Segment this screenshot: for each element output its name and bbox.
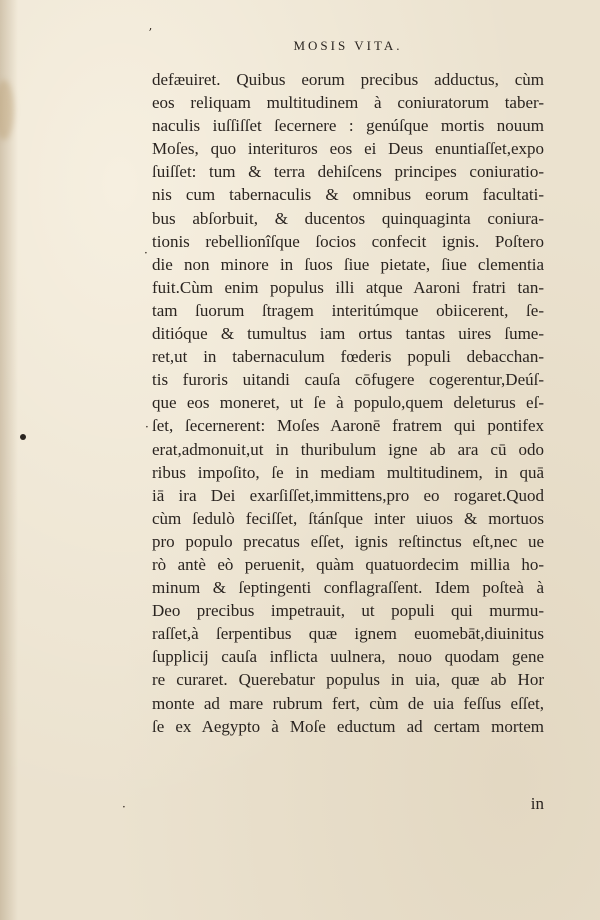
running-head: MOSIS VITA. — [293, 38, 403, 53]
text-line: rò antè eò peruenit, quàm quatuordecim millia ho- — [152, 554, 544, 574]
text-line: iā ira Dei exarſiſſet,immittens,pro eo rogaret.Quod — [152, 485, 544, 505]
text-line: tis furoris uitandi cauſa cōfugere cogerentur,Deúſ- — [152, 370, 544, 390]
text-line: Deo precibus impetrauit, ut populi qui murmu- — [152, 601, 544, 621]
margin-mark: · — [145, 420, 149, 434]
text-line: erat,admonuit,ut in thuribulum igne ab ara cū odo — [152, 439, 544, 459]
text-line: defæuiret. Quibus eorum precibus adductus, cùm — [152, 70, 544, 89]
text-line: ditióque & tumultus iam ortus tantas uires ſume- — [152, 324, 544, 344]
text-line: minum & ſeptingenti conflagraſſent. Idem poſteà à — [152, 578, 544, 598]
text-line: que eos moneret, ut ſe à populo,quem deleturus eſ- — [152, 393, 544, 413]
text-line: Moſes, quo interituros eos ei Deus enuntiaſſet,expo — [152, 139, 544, 159]
text-line: naculis iuſſiſſet ſecernere : genúſque mortis nouum — [152, 116, 544, 136]
text-line: raſſet,à ſerpentibus quæ ignem euomebāt,diuinitus — [152, 624, 544, 644]
catchword: in — [530, 794, 544, 813]
body-text — [152, 68, 544, 738]
text-line: cùm ſedulò feciſſet, ſtánſque inter uiuos & mortuos — [152, 508, 544, 528]
margin-mark: · — [122, 800, 126, 814]
text-line: bus abſorbuit, & ducentos quinquaginta coniura- — [152, 208, 544, 228]
corner-mark: ʼ — [148, 26, 152, 40]
text-line: fuit.Cùm enim populus illi atque Aaroni fratri tan- — [152, 277, 544, 297]
text-line: eos reliquam multitudinem à coniuratorum taber- — [152, 93, 544, 113]
text-line: nis cum tabernaculis & omnibus eorum facultati- — [152, 185, 544, 205]
text-line: monte ad mare rubrum fert, cùm de uia feſſus eſſet, — [152, 693, 544, 713]
margin-ink-spot — [20, 434, 26, 440]
text-line: ret,ut in tabernaculum fœderis populi debacchan- — [152, 347, 544, 367]
text-line: ſe ex Aegypto à Moſe eductum ad certam mortem — [152, 716, 544, 736]
text-line: ſupplicij cauſa inflicta uulnera, nouo quodam gene — [152, 647, 544, 667]
text-line: die non minore in ſuos ſiue pietate, ſiue clementia — [152, 254, 544, 274]
text-line: tam ſuorum ſtragem interitúmque obiicerent, ſe- — [152, 300, 544, 320]
margin-mark: · — [144, 246, 148, 260]
text-line: tionis rebellionîſque ſocios confecit ignis. Poſtero — [152, 231, 544, 251]
text-line: ſuiſſet: tum & terra dehiſcens principes coniuratio- — [152, 162, 544, 182]
text-line: pro populo precatus eſſet, ignis reſtinctus eſt,nec ue — [152, 531, 544, 551]
text-line: ribus impoſito, ſe in mediam multitudinem, in quā — [152, 462, 544, 482]
text-line: ſet, ſecernerent: Moſes Aaronē fratrem qui pontifex — [152, 416, 544, 436]
text-line: re curaret. Querebatur populus in uia, quæ ab Hor — [152, 670, 544, 690]
